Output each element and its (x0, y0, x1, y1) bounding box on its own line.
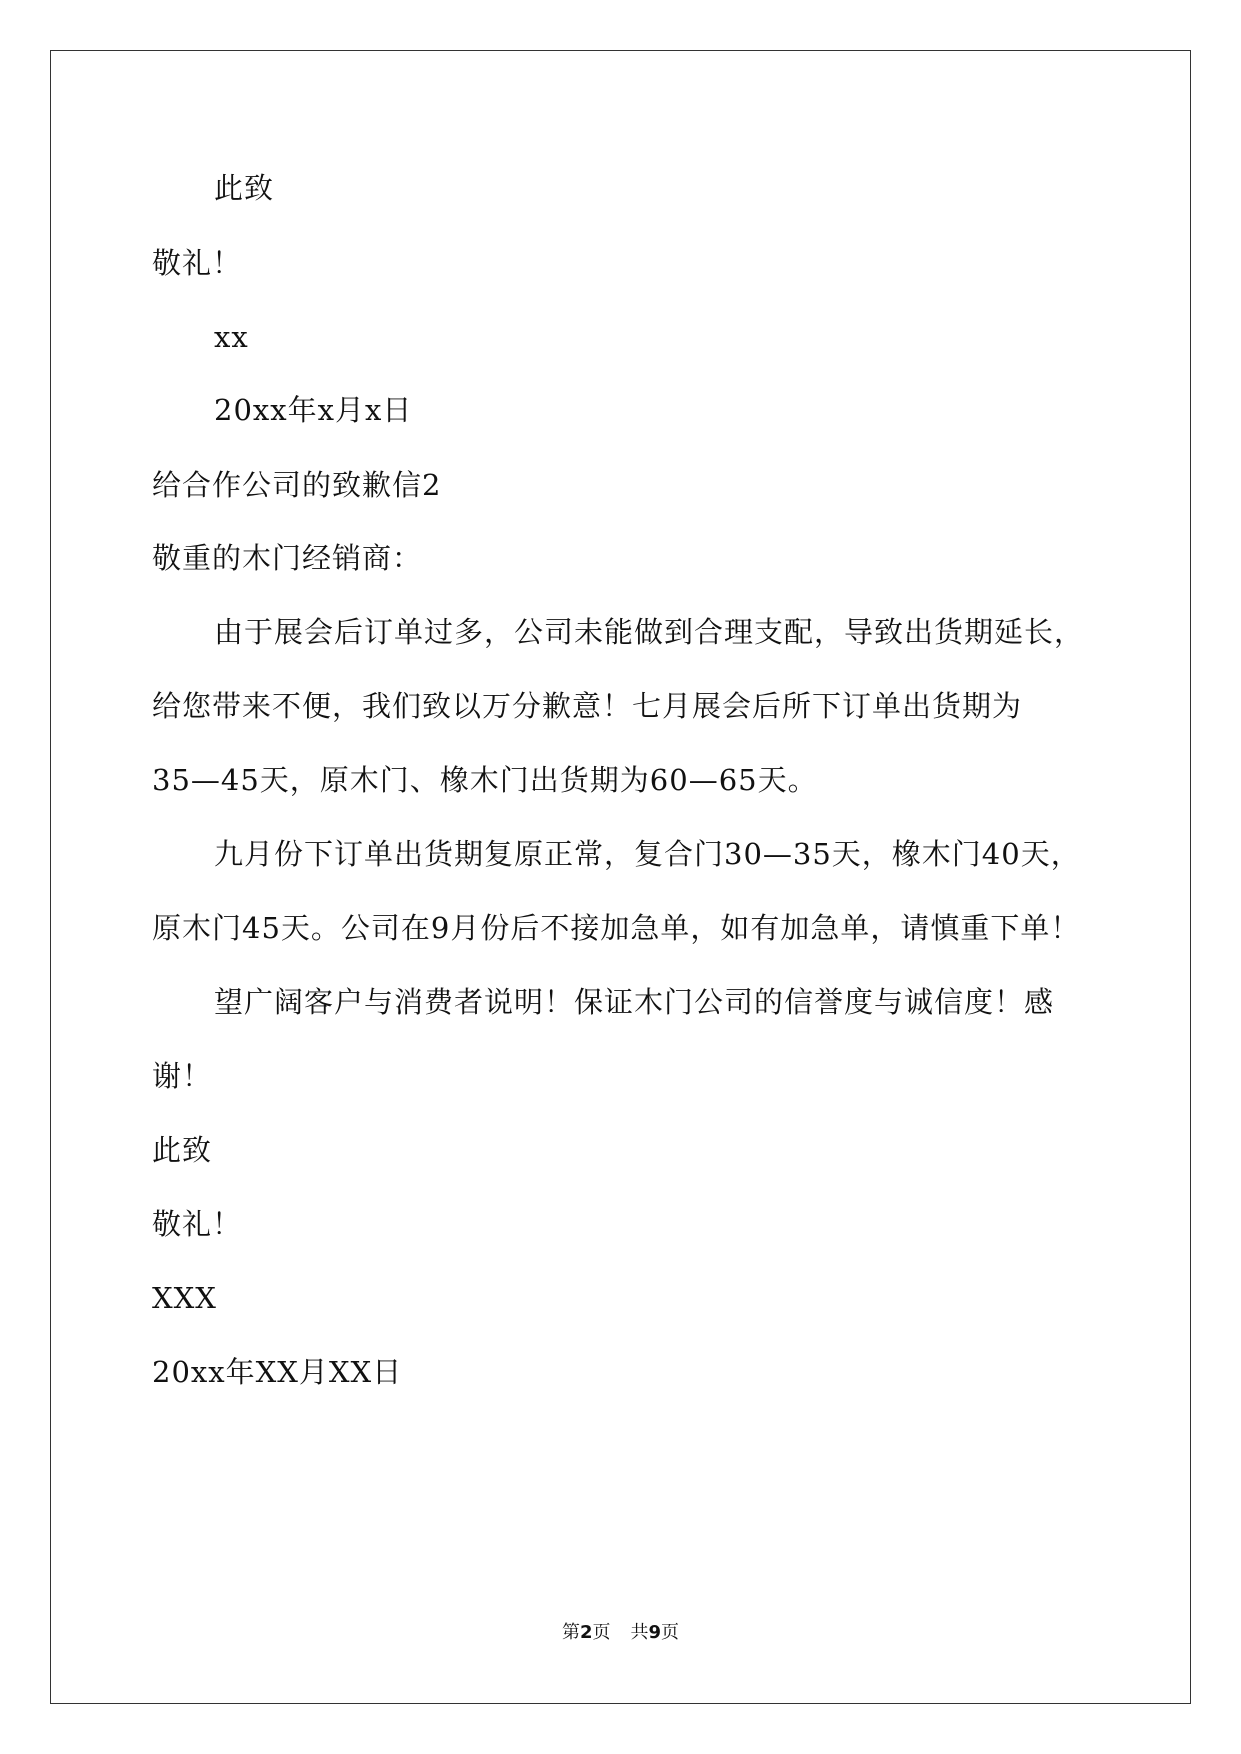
closing-date: 20xx年x月x日 (214, 393, 413, 427)
paragraph3-line1: 望广阔客户与消费者说明！保证木门公司的信誉度与诚信度！感 (214, 985, 1055, 1019)
letter-title: 给合作公司的致歉信2 (152, 468, 442, 502)
letter-salutation: 此致 (152, 1133, 213, 1167)
paragraph1-line2: 给您带来不便，我们致以万分歉意！七月展会后所下订单出货期为 (152, 689, 1023, 723)
paragraph1-line1: 由于展会后订单过多，公司未能做到合理支配，导致出货期延长， (214, 615, 1085, 649)
footer-total-prefix: 共 (630, 1622, 649, 1643)
letter-regards: 敬礼！ (152, 1207, 243, 1241)
paragraph1-line3: 35—45天，原木门、橡木门出货期为60—65天。 (152, 763, 818, 797)
page-frame (50, 50, 1191, 1704)
paragraph3-line2: 谢！ (152, 1059, 213, 1093)
footer-page-number: 2 (579, 1622, 593, 1643)
closing-salutation: 此致 (214, 171, 275, 205)
footer-page-prefix: 第 (561, 1622, 580, 1643)
paragraph2-line1: 九月份下订单出货期复原正常，复合门30—35天，橡木门40天， (214, 837, 1081, 871)
letter-greeting: 敬重的木门经销商： (152, 541, 423, 575)
footer-total-pages: 9 (648, 1622, 662, 1643)
footer-page-suffix: 页 (592, 1622, 611, 1643)
letter-signature: XXX (152, 1281, 217, 1315)
letter-date: 20xx年XX月XX日 (152, 1355, 403, 1389)
paragraph2-line2: 原木门45天。公司在9月份后不接加急单，如有加急单，请慎重下单！ (152, 911, 1081, 945)
footer-total-suffix: 页 (661, 1622, 680, 1643)
closing-signature: xx (214, 320, 249, 354)
page-footer (0, 1622, 1241, 1644)
closing-regards: 敬礼！ (152, 246, 243, 280)
